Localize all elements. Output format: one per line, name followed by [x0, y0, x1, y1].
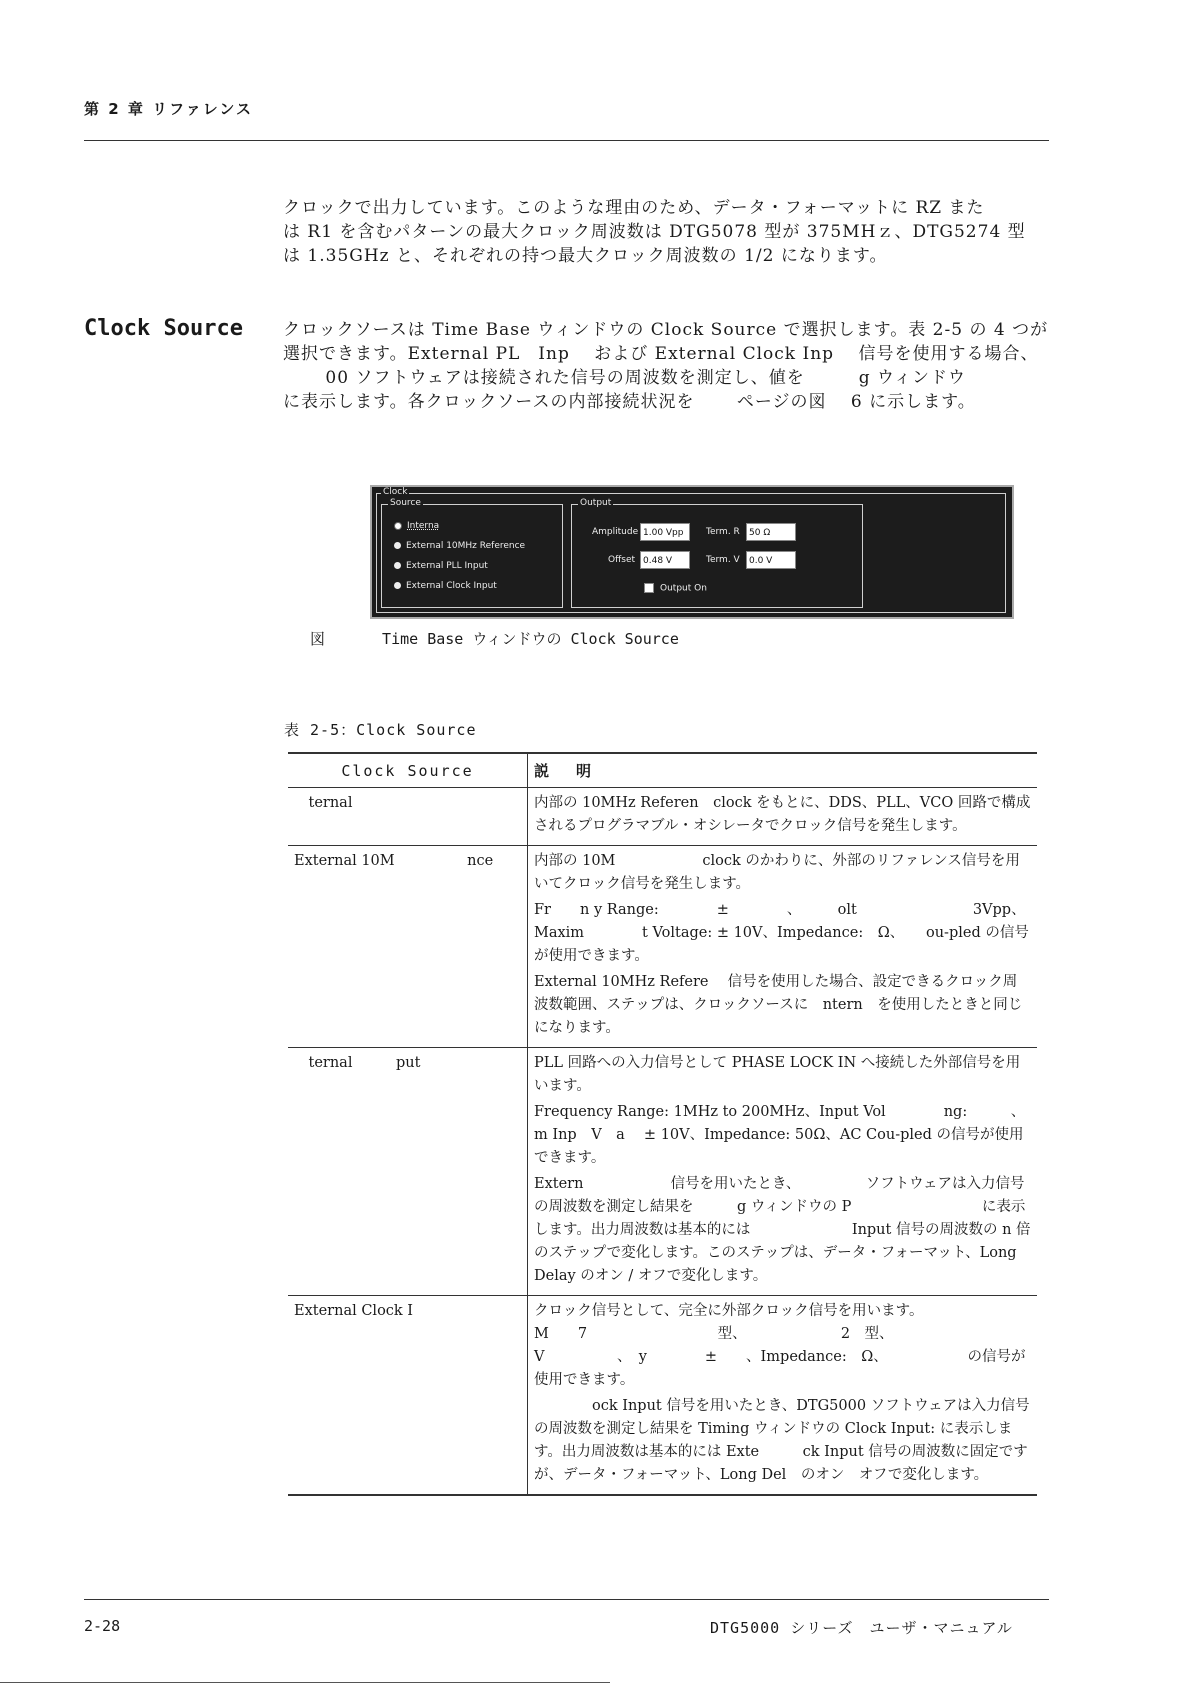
column-header-description: 説 明 — [528, 753, 1038, 788]
description-paragraph: 内部の 10M clock のかわりに、外部のリファレンス信号を用いてクロック信号を発生します。 — [534, 853, 1020, 892]
source-option-label: Interna — [407, 521, 440, 531]
term-r-label: Term. R — [706, 527, 740, 537]
column-header-source: Clock Source — [288, 753, 528, 788]
description-cell — [528, 1296, 1046, 1496]
clock-source-screenshot — [370, 485, 1014, 619]
figure-caption-prefix: 図 — [310, 630, 326, 648]
description-paragraph: Fr n y Range: ± 、 olt 3Vpp、Maxim t Voltage: ± 10V、Impedance: Ω、 ou-pled の信号が使用できます。 — [534, 902, 1029, 964]
table-header-row — [288, 753, 1037, 788]
description-paragraph: External 10MHz Refere 信号を使用した場合、設定できるクロック周波数範囲、ステップは、クロックソースに ntern を使用したときと同じになります。 — [534, 974, 1023, 1036]
intro-line: は R1 を含むパターンの最大クロック周波数は DTG5078 型が 375MHｚ、DTG5274 型 — [283, 222, 1026, 242]
intro-line: は 1.35GHz と、それぞれの持つ最大クロック周波数の 1/2 になります。 — [283, 246, 888, 266]
description-paragraph: Frequency Range: 1MHz to 200MHz、Input Vol ng: 、 m Inp V a ± 10V、Impedance: 50Ω、AC Cou-pled の信号が使用できます。 — [534, 1104, 1067, 1166]
chapter-header: 第 2 章 リファレンス — [84, 100, 253, 118]
table-row — [288, 788, 1037, 846]
section-paragraph — [283, 318, 1053, 414]
source-option-ext-clock[interactable] — [394, 581, 497, 591]
table-title: 表 2-5：Clock Source — [284, 721, 477, 739]
source-cell: ternal put — [288, 1048, 528, 1296]
intro-line: クロックで出力しています。このような理由のため、データ・フォーマットに RZ また — [283, 198, 985, 218]
clock-panel — [376, 487, 1006, 613]
clock-panel-title: Clock — [383, 487, 408, 497]
clock-source-table — [288, 752, 1067, 1496]
page-number: 2-28 — [84, 1617, 121, 1635]
source-option-ext-pll[interactable] — [394, 561, 488, 571]
radio-icon — [394, 582, 401, 589]
section-line: 00 ソフトウェアは接続された信号の周波数を測定し、値を g ウィンドウ — [283, 368, 967, 388]
source-cell: External Clock I — [288, 1296, 528, 1496]
output-group-title: Output — [580, 498, 612, 508]
table-row — [288, 1296, 1037, 1496]
description-cell — [528, 1048, 1067, 1296]
term-r-field[interactable]: 50 Ω — [746, 523, 796, 541]
term-v-label: Term. V — [706, 555, 740, 565]
description-paragraph: ock Input 信号を用いたとき、DTG5000 ソフトウェアは入力信号の周波数を測定し結果を Timing ウィンドウの Clock Input: に表示します。出力周波数は基本的には Exte ck Input 信号の周波数に固定ですが、データ・フォーマット、Long Del のオン オフで変化します。 — [534, 1398, 1030, 1483]
source-option-label: External PLL Input — [406, 561, 488, 571]
offset-field[interactable]: 0.48 V — [640, 551, 690, 569]
radio-icon — [394, 542, 401, 549]
section-line: 選択できます。External PL Inp および External Clock Inp 信号を使用する場合、 — [283, 344, 1039, 364]
term-v-field[interactable]: 0.0 V — [746, 551, 796, 569]
checkbox-icon — [644, 583, 654, 593]
output-group — [571, 498, 863, 608]
table-row — [288, 846, 1037, 1048]
manual-title: DTG5000 シリーズ ユーザ・マニュアル — [710, 1619, 1013, 1637]
figure-caption-text: Time Base ウィンドウの Clock Source — [382, 630, 679, 648]
source-option-ext-10mhz[interactable] — [394, 541, 525, 551]
output-on-label: Output On — [660, 583, 707, 594]
description-cell — [528, 846, 1038, 1048]
source-option-label: External Clock Input — [406, 581, 497, 591]
radio-icon — [394, 562, 401, 569]
output-on-checkbox[interactable] — [644, 583, 707, 594]
footer-rule — [84, 1599, 1049, 1600]
header-rule — [84, 140, 1049, 141]
source-group-title: Source — [390, 498, 421, 508]
source-group — [381, 498, 563, 608]
amplitude-field[interactable]: 1.00 Vpp — [640, 523, 690, 541]
source-option-label: External 10MHz Reference — [406, 541, 526, 551]
description-paragraph: クロック信号として、完全に外部クロック信号を用います。 M 7 型、 2 型、 V 、 y ± 、Impedance: Ω、 の信号が使用できます。 — [534, 1303, 1046, 1388]
description-paragraph: 内部の 10MHz Referen clock をもとに、DDS、PLL、VCO 回路で構成されるプログラマブル・オシレータでクロック信号を発生します。 — [534, 795, 1031, 834]
figure-caption — [310, 628, 679, 649]
description-paragraph: Extern 信号を用いたとき、 ソフトウェアは入力信号の周波数を測定し結果を g ウィンドウの P に表示します。出力周波数は基本的には Input 信号の周波数の n 倍のステップで変化します。このステップは、データ・フォーマット、Long Delay のオン / オフで変化します。 — [534, 1176, 1031, 1284]
intro-paragraph — [283, 196, 1053, 268]
source-cell: ternal — [288, 788, 528, 846]
scan-edge-line — [0, 1682, 610, 1683]
offset-label: Offset — [608, 555, 636, 565]
section-line: に表示します。各クロックソースの内部接続状況を ページの図 6 に示します。 — [283, 392, 976, 412]
section-heading: Clock Source — [84, 316, 243, 341]
description-paragraph: PLL 回路への入力信号として PHASE LOCK IN へ接続した外部信号を用います。 — [534, 1055, 1021, 1094]
source-option-internal[interactable] — [394, 521, 439, 531]
amplitude-label: Amplitude — [592, 527, 639, 537]
source-cell: External 10M nce — [288, 846, 528, 1048]
description-cell — [528, 788, 1038, 846]
table-row — [288, 1048, 1037, 1296]
section-line: クロックソースは Time Base ウィンドウの Clock Source で選択します。表 2-5 の 4 つが — [283, 320, 1049, 340]
radio-selected-icon — [394, 522, 402, 530]
